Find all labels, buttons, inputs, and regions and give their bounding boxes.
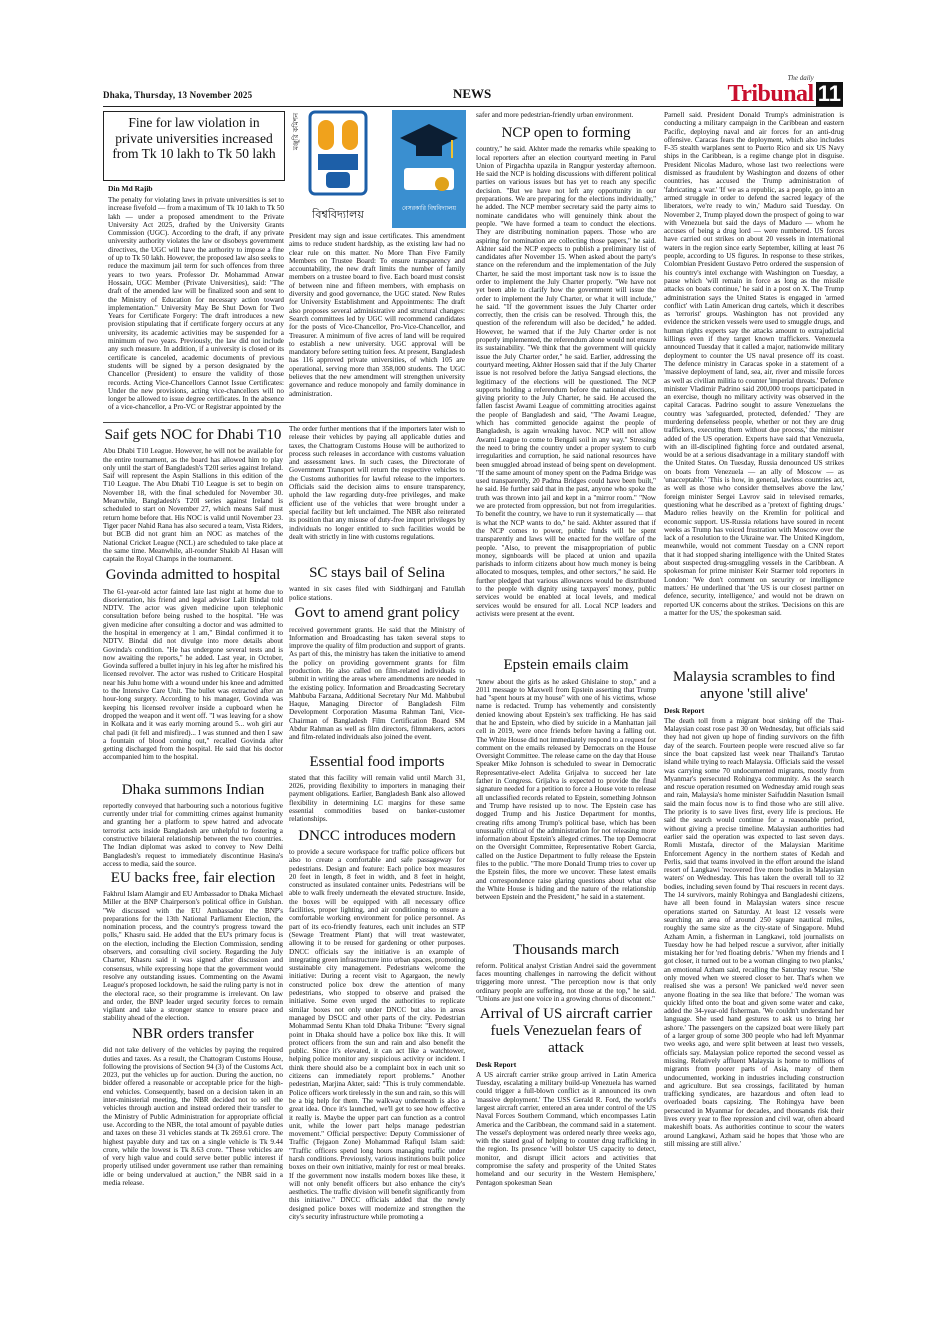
university-logos-image <box>288 110 466 230</box>
article-govinda-body: The 61-year-old actor fainted late last night at home due to disorientation, his friend and legal advisor Lalit Bindal told NDTV. The actor was given medicine upon telephonic consultation before being rushed to the hospital. "He was given medicine after consulting a doctor and was admitted to the hospital in emergency at 1 am," Bindal confirmed it to NDTV. Bindal did not divulge into more details about Govinda's condition. "He has undergone several tests and is now awaiting the reports," he added. Last year, in October, Govinda suffered a bullet injury in his leg after he misfired his licensed revolver. The actor was rushed to Criticare Hospital near his Juhu home with a wound under his knee and admitted to the Intensive Care Unit. The bullet was extracted after an hour-long surgery. According to his manager, Govinda was keeping his licensed revolver inside a cupboard when he dropped the weapon and it went off. "I was leaving for a show in Kolkata and it was early morning around 5... woh giri aur chal padi (it fell and misfired)... I was stunned and then I saw a fountain of blood coming out," recalled Govinda after getting discharged from the hospital. He said that his doctor accompanied him to the hospital. <box>103 587 283 762</box>
left-column <box>103 425 283 1330</box>
masthead-logo <box>727 74 843 107</box>
ugc-logo-icon <box>288 110 388 228</box>
article-food-body: stated that this facility will remain valid until March 31, 2026, providing flexibility to importers in managing their payment obligations. Earlier, Bangladesh Bank also allowed flexibility in determining LC margins for these same essential commodities based on banker-customer relationships. <box>289 773 465 824</box>
article-carrier-continued: Parnell said. President Donald Trump's administration is conducting a military campaign in the Caribbean and eastern Pacific, deploying naval and air forces for an anti-drug offensive. Caracas fears the deployment, which also includes F-35 stealth warplanes sent to Puerto Rico and six US Navy ships in the Caribbean, is a regime change plot in disguise. President Nicolas Maduro, whose last two reelections were dismissed as fraudulent by Washington and dozens of other countries, has accused the Trump administration of 'fabricating a war.' 'If we as a republic, as a people, go into an armed struggle in order to defend the sacred legacy of the liberators, we're ready to win,' Maduro said Tuesday. On November 2, Trump played down the prospect of going to war with Venezuela but said the days of Maduro — whom he accuses of being a drug lord — were numbered. US forces have carried out strikes on about 20 vessels in international waters in the region since early September, killing at least 76 people, according to US figures. In response to these strikes, Colombian President Gustavo Petro ordered the suspension of his country's intel exchange with Washington on Tuesday, a pause which 'will remain in force as long as the missile attacks on boats continue,' he said in a post on X. The Trump administration says the United States is engaged in 'armed conflict' with Latin American drug cartels, which it describes as 'terrorist' groups. Washington has not provided any evidence the stricken vessels were used to smuggle drugs, and human rights experts say the attacks amount to extrajudicial killings even if they target known traffickers. Venezuela announced Tuesday that it called a major, nationwide military deployment to counter the US naval presence off its coast. The defence ministry in Caracas spoke in a statement of a 'massive deployment of land, sea, air, river and missile forces as well as civilian militia to counter 'imperial threats.' Defence minister Vladimir Padrino said 200,000 troops participated in an exercise, though no military activity was observed in the capital Caracas. Padrino sought to assure Venezuelans the country was 'safeguarded, protected, defended.' 'They are murdering defenseless people, whether or not they are drug traffickers, executing them without due process,' the minister added of the US operation. Experts have said that Venezuela, with an ill-disciplined fighting force and outdated arsenal, would be at a serious disadvantage in a military standoff with the United States. On Tuesday, Russia denounced US strikes on boats from Venezuela — an ally of Moscow — as 'unacceptable.' 'This is how, in general, lawless countries act, as well as those who consider themselves above the law,' foreign minister Sergei Lavrov said in televised remarks, questioning what he described as a 'pretext of fighting drugs.' Maduro relies heavily on the Kremlin for political and economic support. US-Russia relations have soured in recent weeks as Trump has voiced frustration with Moscow over the lack of a resolution to the Ukraine war. The United Kingdom, meanwhile, would not comment Tuesday on a CNN report that it had stopped sharing intelligence with the United States about suspected drug-smuggling vessels in the Caribbean. A spokesman for prime minister Keir Starmer told reporters in London: 'We don't comment on security or intelligence matters.' He underlined that 'the US is our closest partner on defence, security, intelligence,' and would not be drawn on reported UK concerns about the strikes. 'Decisions on this are a matter for the US,' the spokesman said. <box>664 111 844 617</box>
headline-govt: Govt to amend grant policy <box>294 605 460 622</box>
headline-nbr: NBR orders transfer <box>132 1026 254 1042</box>
headline-selina: SC stays bail of Selina <box>309 565 445 581</box>
third-column <box>476 123 656 1330</box>
article-eu-body: Fakhrul Islam Alamgir and EU Ambassador to Dhaka Michael Miller at the BNP Chairperson's political office in Gulshan. "We discussed with the EU Ambassador the BNP's preparations for the 13th National Parliament Election, the nomination process, and the country's progress toward the polls," Khasru said. He added that the EU's primary focus is on the election, including the Election Commission, sending observers, and consulting civil society. Regarding the July Charter, Khasru said it was signed after discussion and consensus, while expressing hope that the government would resolve any outstanding issues. Commenting on the Awami League's proposed lockdown, he said the ruling party is not in the electoral race, so their programme is irrelevant. On law and order, the BNP leader urged security forces to remain vigilant and take a stronger stance to ensure peace and stability ahead of the election. <box>103 890 283 1023</box>
fourth-column <box>664 111 844 1330</box>
article-epstein-body: "knew about the girls as he asked Ghislaine to stop," and a 2011 message to Maxwell from Epstein asserting that Trump had "spent hours at my house" with one of his victims, whose name is redacted. Trump has vehemently and consistently denied knowing about Epstein's sex trafficking. He has said that he and Epstein, who died by suicide in a Manhattan jail cell in 2019, were once friends before having a falling out. The White House did not immediately respond to a request for comment on the emails released by Democrats on the House Oversight Committee. The release came on the day that House Speaker Mike Johnson is scheduled to swear in Democratic Representative-elect Adelita Grijalva to succeed her late father in Congress. Grijalva is expected to provide the final signature needed for a petition to force a House vote to release all unclassified records related to Epstein, something Johnson and Trump have resisted up to now. The Epstein case has dogged Trump and his Justice Department for months, creating rifts among Trump's political base, which has been unusually critical of the administration for not releasing more information about Epstein's alleged crimes. The top Democrat on the Oversight Committee, Representative Robert Garcia, called on the Justice Department to fully release the Epstein files to the public. "The more Donald Trump tries to cover up the Epstein files, the more we uncover. These latest emails and correspondence raise glaring questions about what else the White House is hiding and the nature of the relationship between Epstein and the President," he said in a statement. <box>476 677 656 902</box>
article-govt-body: received government grants. He said that the Ministry of Information and Broadcasting has taken several steps to improve the quality of film production and support of grants. As part of this, the ministry has taken the initiative to amend the policy on providing government grants for film production. He also called on film-related individuals to submit in writing the areas where amendments are needed in the existing policy. Information and Broadcasting Secretary Mahbuba Farzana, Additional Secretary Nur Md. Mahbubul Haque, Managing Director of Bangladesh Film Development Corporation Masuma Rahman Tani, Vice-Chairman of Bangladesh Film Certification Board SM Abdur Rahman as well as film directors, filmmakers, actors and film-related individuals also joined the event. <box>289 625 465 742</box>
article-nbr-body: did not take delivery of the vehicles by paying the required duties and taxes. As a result, the Chattogram Customs House, following the provisions of Section 94 (3) of the Customs Act, 2023, put the vehicles up for auction. During the auction, no bidder offered a reasonable or acceptable price for the high-end vehicles. Consequently, based on a decision taken in an inter-ministerial meeting, the NBR decided not to sell the vehicles through auction and instead ordered their transfer to the Ministry of Public Administration for appropriate official use. According to the NBR, the total amount of payable duties and taxes on these 31 vehicles stands at Tk 269.61 crore. The highest payable duty and tax on a single vehicle is Tk 9.44 crore, while the lowest is Tk 8.63 crore. "These vehicles are of very high value and could serve better public interest if properly utilised under government use rather than remaining idle or being undervalued at auction," the NBR said in a media release. <box>103 1046 283 1187</box>
article-dhaka-body: reportedly conveyed that harbouring such a notorious fugitive currently under trial for committing crimes against humanity and granting her a platform to spew hatred and advocate terrorist acts inside Bangladesh are unhelpful to fostering a constructive bilateral relationship between the two countries. The Indian diplomat was asked to convey to New Delhi Bangladesh's request to immediately discontinue Hasina's access to media, said the source. <box>103 801 283 868</box>
byline-malaysia: Desk Report <box>664 705 705 715</box>
logo-tagline: The daily <box>787 74 814 82</box>
lead-headline-box <box>103 111 285 181</box>
headline-dhaka: Dhaka summons Indian <box>121 781 265 798</box>
ugc-side-text: মঞ্জুরি কমিশন <box>292 112 300 150</box>
article-transfer-continued: The order further mentions that if the importers later wish to release their vehicles by paying all applicable duties and taxes, the Chattogram Customs House will be authorized to process such releases in accordance with customs valuation and assessment laws. In such cases, the Directorate of Government Transport will return the respective vehicles to the Customs authorities for lawful release to the importers. Officials said the decision aims to ensure transparency, uphold the law regarding duty-free privileges, and make efficient use of the vehicles that were brought under a special facility but left unclaimed. The NBR also reiterated its position that any misuse of duty-free import privileges by individuals no longer entitled to such facilities would be dealt with strictly in line with customs regulations. <box>289 425 465 541</box>
headline-ncp: NCP open to forming <box>501 125 631 141</box>
headline-thousands: Thousands march <box>512 941 620 958</box>
logo-text: Tribunal <box>727 81 814 107</box>
page-number: 11 <box>817 81 841 106</box>
article-selina-body: wanted in six cases filed with Siddhirganj and Fatullah police stations. <box>289 585 465 602</box>
article-dncc-continued: safer and more pedestrian-friendly urban environment. <box>476 111 634 119</box>
dateline: Dhaka, Thursday, 13 November 2025 <box>103 90 253 100</box>
ugc-caption: বিশ্ববিদ্যালয় <box>312 208 364 221</box>
second-column <box>289 425 465 1330</box>
article-fine-col1: The penalty for violating laws in private universities is set to increase fivefold — from a maximum of Tk 10 lakh to Tk 50 lakh — under a proposed amendment to the Private University Act 2025, drafted by the University Grants Commission (UGC). According to the draft, if any private university authority violates the law or disobeys government directives, the UGC will have the authority to impose a fine of up to Tk 50 lakh. However, the proposed law also seeks to reduce the maximum jail term for such offences from three years to two years. Professor Dr. Mohammad Anwar Hossain, UGC Member (Private Universities), said: "The draft of the amended law will be finalized soon and sent to the Ministry of Education for necessary action toward implementation." University May Be Shut Down for Two Years for Certificate Forgery: The draft introduces a new provision stipulating that if certificate forgery occurs at any university, its academic activities may be suspended for a minimum of two years. Previously, the law did not include any such measure. In addition, if a university is closed or its certificate is canceled, academic documents of previous students will be signed by a person designated by the Chancellor (President) to ensure the validity of those records. Acting Vice-Chancellors Cannot Issue Certificates: Under the new provisions, acting vice-chancellors will no longer be allowed to issue degree certificates. In the absence of a vice-chancellor, a Pro-VC or Registrar appointed by the <box>108 196 284 412</box>
headline-food: Essential food imports <box>309 753 445 770</box>
byline-text: Din Md Rajib <box>108 184 153 193</box>
article-thousands-body: reform. Political analyst Cristian Andrei said the government faces mounting challenges in narrowing the deficit without triggering more unrest. "The perception now is that only ordinary people are suffering, not those at the top," he said. "Unions are just one voice in a growing chorus of discontent." <box>476 961 656 1003</box>
headline-dncc: DNCC introduces modern <box>298 827 456 844</box>
headline-govinda: Govinda admitted to hospital <box>105 567 281 584</box>
divider <box>103 422 465 423</box>
section-label: NEWS <box>453 86 492 101</box>
headline-malaysia: Malaysia scrambles to find anyone 'still alive' <box>672 669 836 703</box>
byline-fine <box>108 183 278 195</box>
article-carrier-body: A US aircraft carrier strike group arrived in Latin America Tuesday, escalating a military build-up Venezuela has warned could trigger a full-blown conflict as it announced its own 'massive deployment.' The USS Gerald R. Ford, the world's largest aircraft carrier, entered an area under control of the US Naval Forces Southern Command, which encompasses Latin America and the Caribbean, the command said in a statement. The vessel's deployment was ordered nearly three weeks ago, with the stated goal of helping to counter drug trafficking in the region. Its presence 'will bolster US capacity to detect, monitor, and disrupt illicit actors and activities that compromise the safety and prosperity of the United States homeland and our security in the Western Hemisphere,' Pentagon spokesman Sean <box>476 1070 656 1187</box>
headline-saif: Saif gets NOC for Dhabi T10 <box>104 427 282 443</box>
headline-fine: Fine for law violation in private universities increased from Tk 10 lakh to Tk 50 lakh <box>112 115 276 162</box>
article-saif-body: Abu Dhabi T10 League. However, he will not be available for the entire tournament, as the board has allowed him to play only until the start of Bangladesh's T20I series against Ireland. Saif will represent the Aspin Stallions in this edition of the T10 League. The Abu Dhabi T10 League is set to begin on November 18, with the final scheduled for November 30. Meanwhile, Bangladesh's T20I series against Ireland is scheduled to start on November 27, which means Saif must return home before that. His NOC is valid until November 23. Tiger pacer Nahid Rana has also secured a team, Vista Riders, but BCB did not grant him an NOC as matches of the National Cricket League (NCL) are scheduled to take place at the same time. Meanwhile, all-rounder Shakib Al Hasan will captain the Royal Champs in the tournament. <box>103 447 283 564</box>
pu-caption: বেসরকারি বিশ্ববিদ্যালয় <box>401 205 457 212</box>
article-fine-col2: President may sign and issue certificates. This amendment aims to reduce student hardship, as the existing law had no clear rule on this matter. No More Than Five Family Members on Trustee Board: To ensure transparency and accountability, the new draft limits the number of family members on a trustee board to five. Each board must consist of between nine and fifteen members, with emphasis on diversity and good governance, the UGC stated. New Rules for University Establishment and Appointments: The draft also proposes several administrative and structural changes: Search committees led by UGC will recommend candidates for the posts of Vice-Chancellor, Pro-Vice-Chancellor, and Treasurer. A minimum of five acres of land will be required to establish a new university. UGC approval will be mandatory before setting tuition fees. At present, Bangladesh has 116 approved private universities, of which 105 are operational, serving more than 358,000 students. The UGC believes that the new amendment will strengthen university governance and reduce monopoly and family dominance in administration. <box>289 232 465 398</box>
headline-carrier: Arrival of US aircraft carrier fuels Venezuelan fears of attack <box>479 1005 653 1057</box>
headline-epstein: Epstein emails claim <box>503 657 629 674</box>
article-dncc-body: to provide a secure workspace for traffic police officers but also to create a comfortable and safe passageway for pedestrians. Design and feature: Each police box measures 20 feet in length, 8 feet in width, and 8 feet in height, constructed as insulated container units. Pedestrians will be able to walk freely underneath the elevated structure. Inside, the boxes will be equipped with all necessary office facilities, proper lighting, and air conditioning to ensure a comfortable working environment for police personnel. As part of its eco-friendly features, each unit includes an STP (Sewage Treatment Plant) that will treat wastewater, allowing it to be reused for gardening or other purposes. DNCC officials say the initiative is an example of integrating green infrastructure into urban spaces, promoting sustainable city management. Pedestrians welcome the initiative: During a recent visit to Agargaon, the newly constructed police box drew the attention of many pedestrians, who stopped to observe and praised the initiative. Some even urged the authorities to replicate similar boxes not only under DNCC but also in areas managed by DSCC and other parts of the city. Pedestrian Mohammad Sentu Khan told Dhaka Tribune: "Every signal point in Dhaka should have a police box like this. It will protect officers from the sun and rain and also benefit the public. Since it's elevated, it can act like a watchtower, helping police monitor any suspicious activity or incident. I think there should also be a complaint box in each unit so citizens can immediately report problems." Another pedestrian, Marjina Akter, said: "This is truly commendable. Police officers work tirelessly in the sun and rain, so this will be a big help for them. The walkway underneath is also a great idea. Once it's launched, we'll get to see how effective it really is. Maybe the upper part can function as a control unit, while the lower part helps manage pedestrian movement." Official perspective: Deputy Commissioner of Traffic (Tejgaon Zone) Mohammad Rafiqul Islam said: "Traffic officers spend long hours managing traffic under harsh conditions. Previously, various institutions built police boxes on their own initiative, mainly for rest or meal breaks. If the government now installs modern boxes like these, it will not only benefit officers but also enhance the city's aesthetics. The traffic division will benefit significantly from this initiative." DNCC officials added that the newly designed police boxes will modernize and strengthen the city's security infrastructure while promoting a <box>289 848 465 1222</box>
article-malaysia-body: The death toll from a migrant boat sinking off the Thai-Malaysian coast rose past 30 on Wednesday, but officials said they had not given up hope of finding survivors on the fifth day of the search. Fourteen people were rescued alive so far since the boat capsized last week near Thailand's Tarutao island while trying to reach Malaysia. Officials said the vessel was carrying some 70 undocumented migrants, mostly from Myanmar's persecuted Rohingya community. As the search and rescue operation resumed on Wednesday amid rough seas and rain, Malaysia's home minister Saifuddin Nasution Ismail said the main focus now is to find those who are still alive. The priority is to save lives first, every life is precious. He said the search would continue for a reasonable period, without giving a precise timeline. Malaysian authorities had earlier said the operation was expected to last seven days. Romli Mustafa, director of the Malaysian Maritime Enforcement Agency in the northern states of Kedah and Perlis, said that teams involved in the effort around the island resort of Langkawi 'recovered five more bodies in Malaysian waters' on Wednesday. This has taken the overall toll to 32 bodies, including seven found by Thai rescuers in recent days. The 14 survivors, mainly Rohingya and Bangladeshi citizens, have all been found in Malaysian waters since rescue operations started on Saturday. At least 12 vessels were searching an area of around 250 square nautical miles, roughly the same size as the city-state of Singapore. Muhd Azham Amin, a fisherman in Langkawi, told journalists on Tuesday how he had helped rescue a survivor, after initially mistaking her for 'red floating debris.' 'When my friends and I got closer, it turned out to be a woman clinging to two planks,' an emotional Azham said, recalling the Saturday rescue. 'She only moved when we steered closer to her. That's when we realised she was a person! We panicked we'd never seen anyone floating in the sea like that before.' The woman was quickly lifted onto the boat and given some water and cake, added the 34-year-old fisherman. 'We couldn't understand her language. She used hand gestures to ask us to bring her ashore.' The passengers on the capsized boat were likely part of a larger group of some 300 people who had left Myanmar two weeks ago, and were split between at least two vessels, officials say. Malaysian police reported the second vessel as missing. Relatively affluent Malaysia is home to millions of migrants from poorer parts of Asia, many of them undocumented, working in industries including construction and agriculture. But sea crossings, facilitated by human trafficking syndicates, are hazardous and often lead to overloaded boats capsizing. The Rohingya have been persecuted in Myanmar for decades, and thousands risk their lives every year to flee repression and civil war, often aboard makeshift boats. As authorities continue to scour the waters around Langkawi, Azham said he hopes that 'those who are still missing are still alive.' <box>664 716 844 1148</box>
article-ncp-body: country," he said. Akhter made the remarks while speaking to local reporters after an election courtyard meeting in Parul Union of Pirgachha upazila in Rangpur yesterday afternoon. He said the NCP is holding discussions with different political parties on various issues but has yet to reach any specific decision. "But we have not left any opportunity in our preparations. We are preparing for the elections individually," he added. The NCP member secretary said the party aims to nominate candidates who will genuinely think about the people. "We have formed a team to conduct the elections. They are distributing nomination papers. Those who are aspiring for nomination are collecting those papers," he said. Akhter said the NCP expects to publish a preliminary list of candidates after November 15. When asked about the party's stance on the referendum and the implementation of the July Charter, he said the most important task now is to issue the order to implement the July Charter properly. "We have not yet been able to clarify how the government will issue the order to implement the July Charter, or what it will include," he said. "If the government issues the July Charter order correctly, then the crisis can be resolved. Through this, the question of the referendum will also be decided," he added. However, he warned that if the July Charter order is not properly implemented, the referendum alone would not ensure its sustainability. "We think that the government will quickly issue the July Charter order," he said. Earlier, addressing the courtyard meeting, Akhter Hossen said that if the July Charter issue is not resolved before the Jatiya Sangsad elections, the legitimacy of the elections will be questioned. The NCP supports holding a referendum before the national elections, giving priority to the July Charter, he said. He accused the fallen fascist Awami League of committing atrocities against the people of Bangladesh and said, "The Awami League, which has committed genocide against the people of Bangladesh, is again wreaking havoc. NCP will not allow Awami League to come to Bengali soil in any way." Stressing the need to bring the country under a proper system to curb irregularities and corruption, he said national resources have been smuggled abroad instead of being spent on development. "If the same amount of money spent on the Padma Bridge was used transparently, 20 Padma Bridges could have been built," he said. He further said that in the past, anyone who spoke the truth was thrown into jail and kept in a "mirror room." "Now we are protected from oppression, but not from irregularities. To benefit the country, we have to run it systematically — that is what the NCP wants to do," he said. Akhter assured that if the NCP comes to power, public funds will be spent transparently and laws will be enacted for the welfare of the people. "Also, to prevent the misappropriation of public money, signboards will be placed at union and upazila parishads to inform citizens about how much money is being allocated to mosques, temples, and other sectors," he said. He further pledged that various allowances would be distributed to the people with dignity using taxpayers' money, public services would be enabled at local levels, and medical services would be ensured for all. Local NCP leaders and activists were present at the event. <box>476 145 656 618</box>
headline-eu: EU backs free, fair election <box>110 869 276 886</box>
graduation-cap-icon <box>392 110 466 228</box>
byline-carrier: Desk Report <box>476 1059 517 1069</box>
page-header <box>103 74 843 107</box>
